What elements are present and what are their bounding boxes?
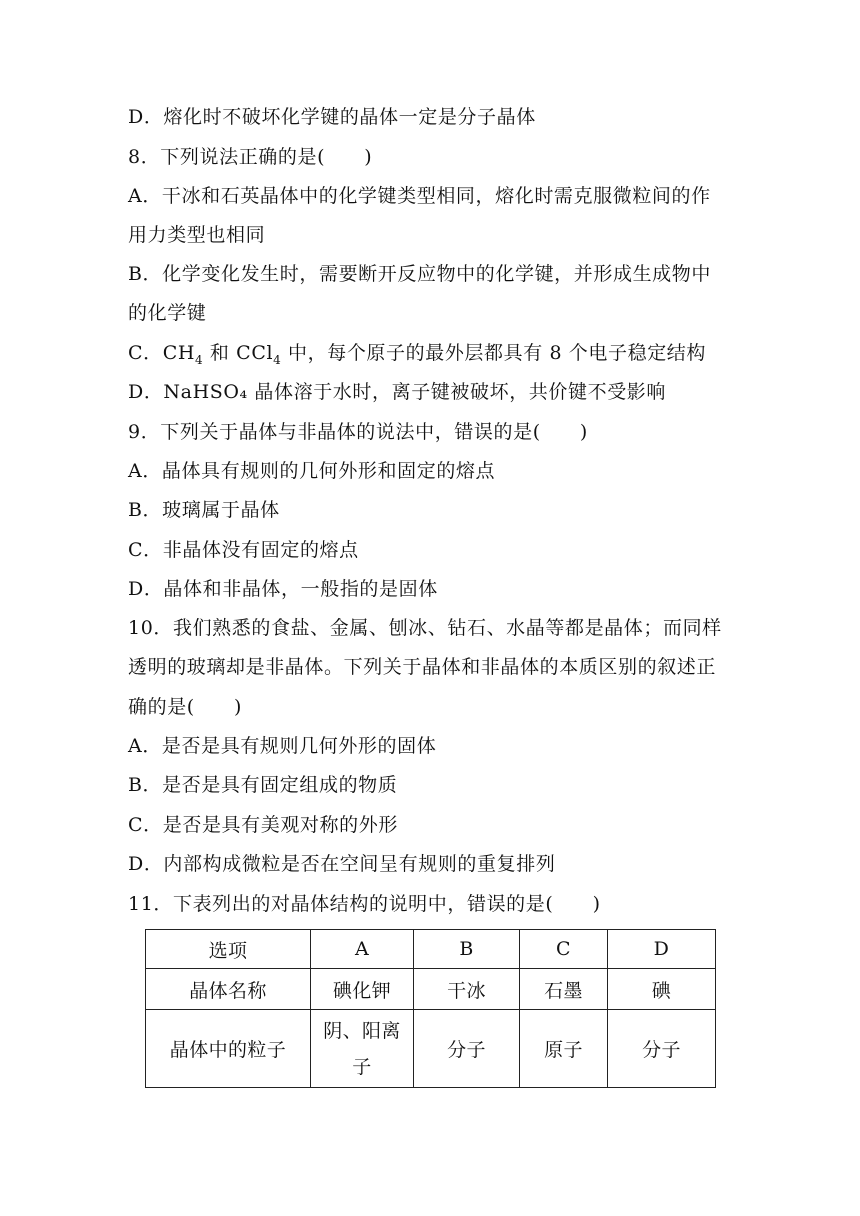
q10-stem-line3: 确的是( ): [128, 696, 243, 718]
q10-option-a: A．是否是具有规则几何外形的固体: [128, 735, 437, 757]
q10-stem-line1: 10．我们熟悉的食盐、金属、刨冰、钻石、水晶等都是晶体；而同样: [128, 617, 722, 639]
table-header-cell: A: [311, 930, 414, 969]
q9-option-b: B．玻璃属于晶体: [128, 499, 280, 521]
q8-option-a-line1: A．干冰和石英晶体中的化学键类型相同，熔化时需克服微粒间的作: [128, 185, 711, 207]
q8-option-c: [128, 341, 706, 372]
table-cell: 分子: [608, 1010, 716, 1088]
crystal-structure-table: [145, 929, 716, 1088]
q8-option-c-sub1: 4: [195, 352, 204, 367]
q8-stem: 8．下列说法正确的是( ): [128, 146, 373, 168]
q8-option-d: D．NaHSO₄ 晶体溶于水时，离子键被破坏，共价键不受影响: [128, 381, 667, 403]
q9-option-a: A．晶体具有规则的几何外形和固定的熔点: [128, 460, 496, 482]
q8-option-b-line1: B．化学变化发生时，需要断开反应物中的化学键，并形成生成物中: [128, 263, 711, 285]
table-header-cell: C: [520, 930, 608, 969]
table-header-cell: B: [414, 930, 520, 969]
table-cell: 分子: [414, 1010, 520, 1088]
q8-option-c-suffix: 中，每个原子的最外层都具有 8 个电子稳定结构: [281, 342, 706, 364]
q8-option-c-mid: 和 CCl: [203, 342, 274, 364]
q8-option-c-sub2: 4: [273, 352, 282, 367]
table-cell: 晶体名称: [146, 969, 311, 1010]
q10-option-c: C．是否是具有美观对称的外形: [128, 814, 398, 836]
table-row: [146, 1010, 716, 1088]
table-cell: 碘: [608, 969, 716, 1010]
q8-option-a-line2: 用力类型也相同: [128, 224, 266, 246]
q8-option-b-line2: 的化学键: [128, 302, 207, 324]
q9-stem: 9．下列关于晶体与非晶体的说法中，错误的是( ): [128, 421, 588, 443]
table-header-cell: 选项: [146, 930, 311, 969]
table-row: [146, 969, 716, 1010]
q11-stem: 11．下表列出的对晶体结构的说明中，错误的是( ): [128, 893, 601, 915]
table-cell-text: 阴、阳离子: [323, 1019, 401, 1078]
table-cell: 碘化钾: [311, 969, 414, 1010]
q10-stem-line2: 透明的玻璃却是非晶体。下列关于晶体和非晶体的本质区别的叙述正: [128, 656, 717, 678]
table-cell: 石墨: [520, 969, 608, 1010]
q10-option-b: B．是否是具有固定组成的物质: [128, 774, 398, 796]
table-cell: [311, 1010, 414, 1088]
q10-option-d: D．内部构成微粒是否在空间呈有规则的重复排列: [128, 853, 556, 875]
q7-option-d: D．熔化时不破坏化学键的晶体一定是分子晶体: [128, 106, 536, 128]
table-header-cell: D: [608, 930, 716, 969]
table-cell: 原子: [520, 1010, 608, 1088]
table-header-row: [146, 930, 716, 969]
q9-option-c: C．非晶体没有固定的熔点: [128, 539, 359, 561]
q8-option-c-prefix: C．CH: [128, 342, 196, 364]
table-cell: 干冰: [414, 969, 520, 1010]
table-cell: 晶体中的粒子: [146, 1010, 311, 1088]
q9-option-d: D．晶体和非晶体，一般指的是固体: [128, 578, 438, 600]
